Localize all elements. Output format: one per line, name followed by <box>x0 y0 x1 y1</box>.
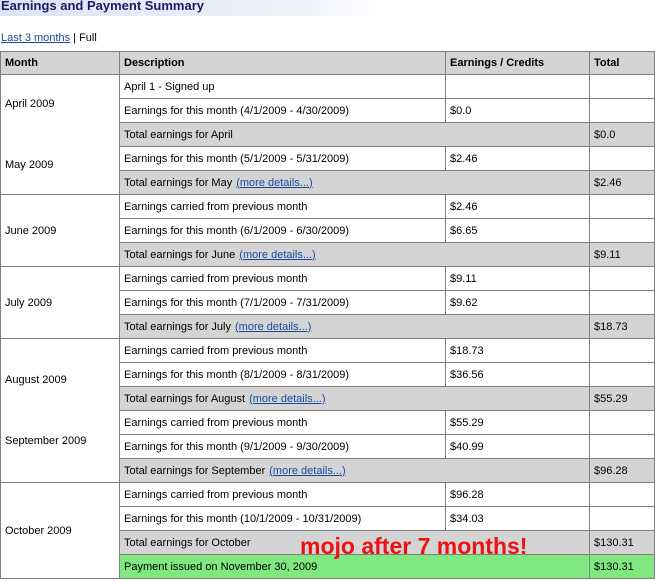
period-filter <box>1 32 97 44</box>
total-cell <box>590 411 655 435</box>
description-text: Payment issued on November 30, 2009 <box>124 560 318 573</box>
description-cell: Earnings for this month (10/1/2009 - 10/31/2009) <box>120 507 446 531</box>
column-header-total: Total <box>590 52 655 75</box>
month-label: October 2009 <box>5 524 72 537</box>
page-header <box>0 0 378 16</box>
table-header-row <box>1 52 655 75</box>
more-details-link[interactable]: (more details...) <box>235 320 312 333</box>
subtotal-amount: $96.28 <box>590 459 655 483</box>
description-cell: Earnings carried from previous month <box>120 339 446 363</box>
payment-amount: $130.31 <box>590 555 655 579</box>
more-details-link[interactable]: (more details...) <box>239 248 316 261</box>
description-text: Total earnings for August <box>124 392 246 405</box>
earnings-cell: $18.73 <box>446 339 590 363</box>
subtotal-amount: $0.0 <box>590 123 655 147</box>
description-cell: Earnings for this month (8/1/2009 - 8/31/2009) <box>120 363 446 387</box>
description-cell: Earnings for this month (6/1/2009 - 6/30/2009) <box>120 219 446 243</box>
description-cell: Earnings carried from previous month <box>120 195 446 219</box>
table-row <box>1 267 655 291</box>
subtotal-amount: $55.29 <box>590 387 655 411</box>
month-label: July 2009 <box>5 296 53 309</box>
total-cell <box>590 75 655 99</box>
month-cell <box>1 195 120 267</box>
description-text: Total earnings for July <box>124 320 231 333</box>
total-cell <box>590 219 655 243</box>
month-label: August 2009 <box>5 374 67 386</box>
more-details-link[interactable]: (more details...) <box>236 176 313 189</box>
description-cell: Earnings carried from previous month <box>120 411 446 435</box>
earnings-cell <box>446 75 590 99</box>
table-row <box>1 483 655 507</box>
total-cell <box>590 195 655 219</box>
month-label: April 2009 <box>5 98 55 110</box>
table-row <box>1 339 655 363</box>
column-header-earnings: Earnings / Credits <box>446 52 590 75</box>
earnings-cell: $2.46 <box>446 147 590 171</box>
description-cell: Earnings for this month (4/1/2009 - 4/30/2009) <box>120 99 446 123</box>
subtotal-amount: $2.46 <box>590 171 655 195</box>
month-label: September 2009 <box>5 435 87 447</box>
total-cell <box>590 339 655 363</box>
description-cell: Earnings for this month (7/1/2009 - 7/31/2009) <box>120 291 446 315</box>
subtotal-description <box>120 243 590 267</box>
month-cell <box>1 75 120 195</box>
subtotal-amount: $9.11 <box>590 243 655 267</box>
description-text: Total earnings for April <box>124 128 233 141</box>
table-row <box>1 195 655 219</box>
table-row <box>1 75 655 99</box>
earnings-cell: $34.03 <box>446 507 590 531</box>
last-3-months-link[interactable]: Last 3 months <box>1 32 71 44</box>
total-cell <box>590 435 655 459</box>
description-cell: April 1 - Signed up <box>120 75 446 99</box>
earnings-cell: $40.99 <box>446 435 590 459</box>
description-text: Total earnings for October <box>124 536 251 549</box>
full-filter-label: Full <box>79 32 97 44</box>
subtotal-amount: $18.73 <box>590 315 655 339</box>
filter-separator: | <box>70 32 80 44</box>
more-details-link[interactable]: (more details...) <box>269 464 346 477</box>
total-cell <box>590 147 655 171</box>
month-cell <box>1 483 120 579</box>
earnings-cell: $9.11 <box>446 267 590 291</box>
earnings-cell: $96.28 <box>446 483 590 507</box>
month-label: May 2009 <box>5 159 54 171</box>
subtotal-description <box>120 459 590 483</box>
description-cell: Earnings carried from previous month <box>120 483 446 507</box>
column-header-description: Description <box>120 52 446 75</box>
more-details-link[interactable]: (more details...) <box>249 392 326 405</box>
description-cell: Earnings for this month (5/1/2009 - 5/31/2009) <box>120 147 446 171</box>
total-cell <box>590 363 655 387</box>
mojo-annotation: mojo after 7 months! <box>300 533 528 559</box>
earnings-cell: $0.0 <box>446 99 590 123</box>
earnings-table <box>0 51 655 579</box>
earnings-cell: $55.29 <box>446 411 590 435</box>
description-cell: Earnings for this month (9/1/2009 - 9/30/2009) <box>120 435 446 459</box>
page-title: Earnings and Payment Summary <box>1 0 205 13</box>
description-text: Total earnings for September <box>124 464 266 477</box>
total-cell <box>590 483 655 507</box>
subtotal-amount: $130.31 <box>590 531 655 555</box>
description-text: Total earnings for June <box>124 248 236 261</box>
description-text: Total earnings for May <box>124 176 233 189</box>
month-label: June 2009 <box>5 224 57 237</box>
subtotal-description <box>120 171 590 195</box>
subtotal-description <box>120 315 590 339</box>
subtotal-description <box>120 123 590 147</box>
earnings-cell: $9.62 <box>446 291 590 315</box>
earnings-cell: $6.65 <box>446 219 590 243</box>
column-header-month: Month <box>1 52 120 75</box>
description-cell: Earnings carried from previous month <box>120 267 446 291</box>
earnings-cell: $36.56 <box>446 363 590 387</box>
earnings-cell: $2.46 <box>446 195 590 219</box>
total-cell <box>590 99 655 123</box>
total-cell <box>590 267 655 291</box>
subtotal-description <box>120 387 590 411</box>
table-body <box>1 75 655 579</box>
month-cell <box>1 339 120 483</box>
total-cell <box>590 507 655 531</box>
month-cell <box>1 267 120 339</box>
total-cell <box>590 291 655 315</box>
